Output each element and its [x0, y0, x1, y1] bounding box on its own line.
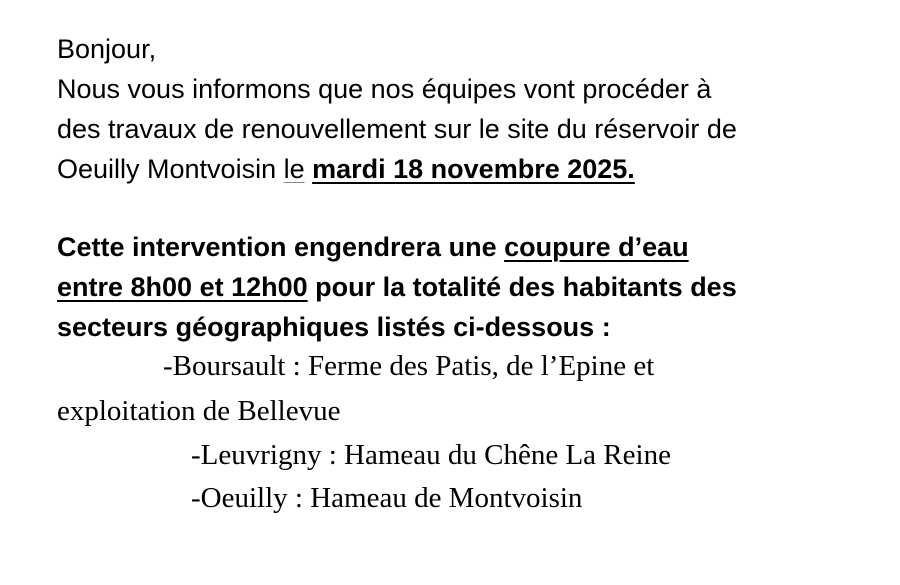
notice-line-1-start: Cette intervention engendrera une [57, 232, 505, 262]
intro-line-3-le: le [283, 154, 305, 184]
intro-line-2: des travaux de renouvellement sur le site du réservoir de [57, 114, 737, 144]
notice-line-2 [57, 268, 737, 306]
notice-line-1 [57, 228, 689, 266]
intro-line-3 [57, 150, 635, 188]
sector-item-boursault: -Boursault : Ferme des Patis, de l’Epine et [163, 350, 655, 382]
sector-item-boursault-continued: exploitation de Bellevue [57, 395, 341, 427]
notice-line-3: secteurs géographiques listés ci-dessous : [57, 312, 611, 342]
water-cut-label: coupure d’eau [504, 232, 689, 262]
greeting: Bonjour, [57, 34, 157, 64]
intro-line-3-space [305, 154, 313, 184]
notice-line-2-end: pour la totalité des habitants des [307, 272, 737, 302]
intro-line-1: Nous vous informons que nos équipes vont procéder à [57, 74, 712, 104]
sector-item-oeuilly: -Oeuilly : Hameau de Montvoisin [191, 482, 583, 514]
water-cut-hours: entre 8h00 et 12h00 [57, 272, 308, 302]
intro-line-3-start: Oeuilly Montvoisin [57, 154, 284, 184]
sector-item-leuvrigny: -Leuvrigny : Hameau du Chêne La Reine [191, 439, 671, 471]
intervention-date: mardi 18 novembre 2025. [312, 154, 635, 184]
